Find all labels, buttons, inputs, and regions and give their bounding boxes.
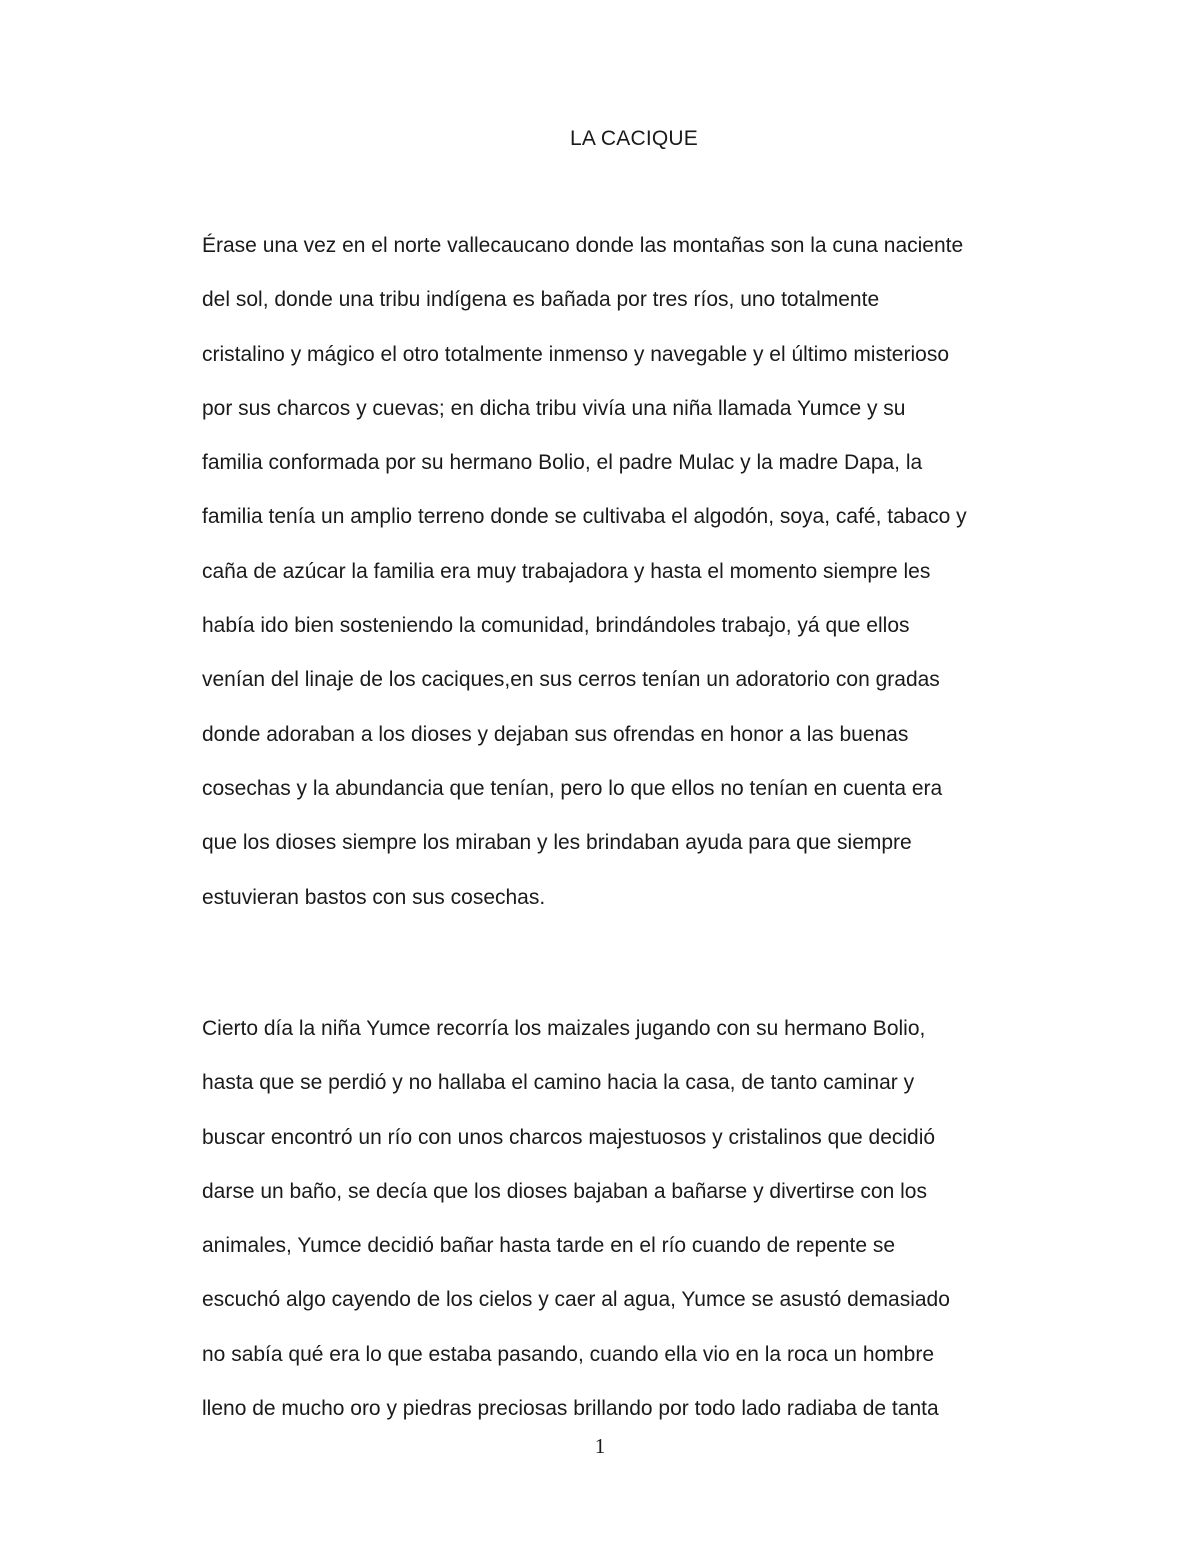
text-line: caña de azúcar la familia era muy trabajadora y hasta el momento siempre les	[202, 559, 931, 583]
text-line: Érase una vez en el norte vallecaucano donde las montañas son la cuna naciente	[202, 234, 964, 257]
text-line: hasta que se perdió y no hallaba el camino hacia la casa, de tanto caminar y	[202, 1071, 915, 1095]
text-line: darse un baño, se decía que los dioses bajaban a bañarse y divertirse con los	[202, 1179, 927, 1203]
page-number: 1	[594, 1434, 606, 1458]
text-line: familia tenía un amplio terreno donde se cultivaba el algodón, soya, café, tabaco y	[202, 505, 967, 529]
text-line: había ido bien sosteniendo la comunidad, brindándoles trabajo, yá que ellos	[202, 614, 910, 638]
text-line: del sol, donde una tribu indígena es bañada por tres ríos, uno totalmente	[202, 288, 880, 312]
paragraph-2	[202, 1002, 950, 1436]
paragraph-1	[202, 219, 967, 925]
text-line: donde adoraban a los dioses y dejaban sus ofrendas en honor a las buenas	[202, 722, 909, 746]
text-line: Cierto día la niña Yumce recorría los maizales jugando con su hermano Bolio,	[202, 1017, 926, 1040]
text-line: lleno de mucho oro y piedras preciosas brillando por todo lado radiaba de tanta	[202, 1397, 939, 1421]
document-title: LA CACIQUE	[569, 127, 699, 150]
text-line: familia conformada por su hermano Bolio, el padre Mulac y la madre Dapa, la	[202, 451, 923, 475]
text-line: que los dioses siempre los miraban y les brindaban ayuda para que siempre	[202, 831, 912, 855]
text-line: cristalino y mágico el otro totalmente inmenso y navegable y el último misterioso	[202, 342, 950, 366]
text-line: buscar encontró un río con unos charcos majestuosos y cristalinos que decidió	[202, 1125, 936, 1149]
text-line: cosechas y la abundancia que tenían, pero lo que ellos no tenían en cuenta era	[202, 776, 943, 800]
text-line: por sus charcos y cuevas; en dicha tribu vivía una niña llamada Yumce y su	[202, 396, 906, 420]
text-line: venían del linaje de los caciques,en sus cerros tenían un adoratorio con gradas	[202, 668, 940, 692]
text-line: escuchó algo cayendo de los cielos y caer al agua, Yumce se asustó demasiado	[202, 1288, 950, 1312]
text-line: animales, Yumce decidió bañar hasta tarde en el río cuando de repente se	[202, 1234, 896, 1258]
text-line: estuvieran bastos con sus cosechas.	[202, 885, 546, 909]
text-line: no sabía qué era lo que estaba pasando, cuando ella vio en la roca un hombre	[202, 1342, 935, 1366]
